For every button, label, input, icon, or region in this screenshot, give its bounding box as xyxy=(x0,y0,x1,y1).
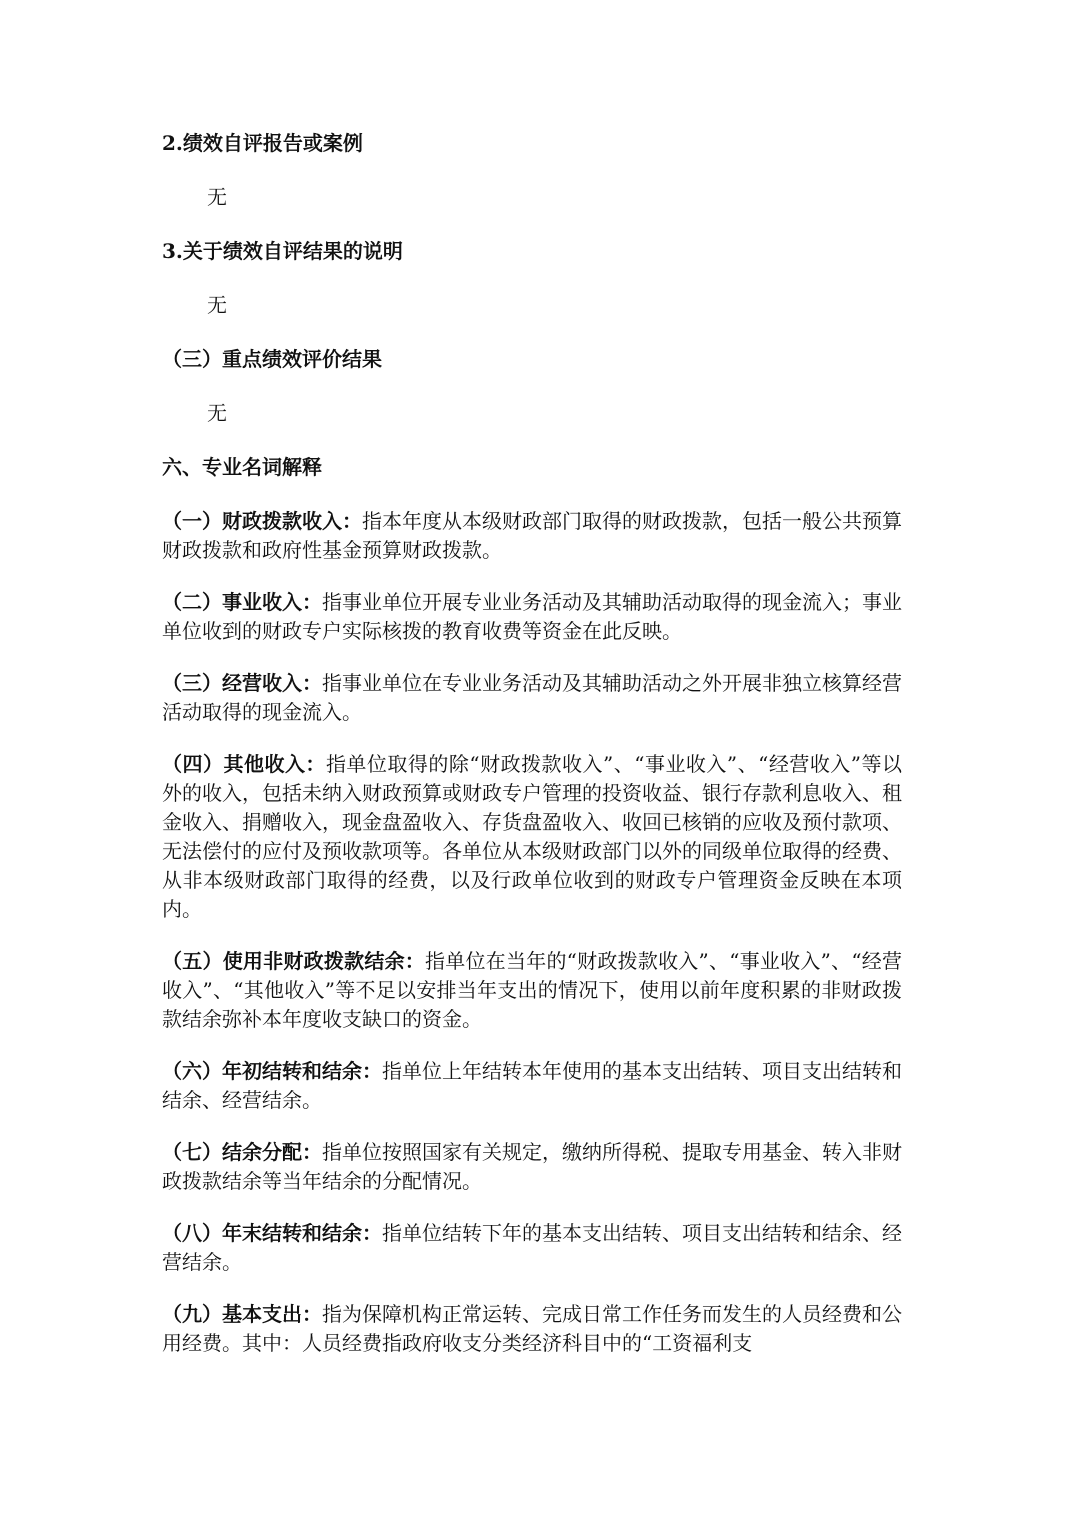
term-other-income xyxy=(162,750,902,924)
key-perf-heading: （三）重点绩效评价结果 xyxy=(162,347,382,371)
term-text: 指单位在当年的“财政拨款收入”、“事业收入”、“经营收入”、“其他收入”等不足以安排当年支出的情况下，使用以前年度积累的非财政拨款结余弥补本年度收支缺口的资金。 xyxy=(162,949,903,1031)
term-text: 指事业单位在专业业务活动及其辅助活动之外开展非独立核算经营活动取得的现金流入。 xyxy=(162,671,902,724)
term-label: （四）其他收入： xyxy=(162,752,326,776)
term-opening-carryover xyxy=(162,1057,902,1115)
term-text: 指事业单位开展专业业务活动及其辅助活动取得的现金流入；事业单位收到的财政专户实际核拨的教育收费等资金在此反映。 xyxy=(162,590,902,643)
term-text: 指单位取得的除“财政拨款收入”、“事业收入”、“经营收入”等以外的收入，包括未纳入财政预算或财政专户管理的投资收益、银行存款利息收入、租金收入、捐赠收入，现金盘盈收入、存货盘盈收入、收回已核销的应收及预付款项、无法偿付的应付及预收款项等。各单位从本级财政部门以外的同级单位取得的经费、从非本级财政部门取得的经费，以及行政单位收到的财政专户管理资金反映在本项内。 xyxy=(162,752,903,921)
term-label: （二）事业收入： xyxy=(162,590,322,614)
perf-report-heading: 2.绩效自评报告或案例 xyxy=(162,131,363,155)
term-label: （三）经营收入： xyxy=(162,671,322,695)
term-text: 指本年度从本级财政部门取得的财政拨款，包括一般公共预算财政拨款和政府性基金预算财政拨款。 xyxy=(162,509,902,562)
term-text: 指单位结转下年的基本支出结转、项目支出结转和结余、经营结余。 xyxy=(162,1221,902,1274)
term-text: 指为保障机构正常运转、完成日常工作任务而发生的人员经费和公用经费。其中：人员经费指政府收支分类经济科目中的“工资福利支 xyxy=(162,1302,902,1355)
term-label: （一）财政拨款收入： xyxy=(162,509,362,533)
term-closing-carryover xyxy=(162,1219,902,1277)
term-label: （八）年末结转和结余： xyxy=(162,1221,382,1245)
key-perf-value: 无 xyxy=(207,401,227,425)
perf-result-value: 无 xyxy=(207,293,227,317)
perf-report-value: 无 xyxy=(207,185,227,209)
term-label: （六）年初结转和结余： xyxy=(162,1059,382,1083)
term-balance-distribution xyxy=(162,1138,902,1196)
term-label: （五）使用非财政拨款结余： xyxy=(162,949,426,973)
term-fiscal-appropriation-income xyxy=(162,507,902,565)
term-text: 指单位按照国家有关规定，缴纳所得税、提取专用基金、转入非财政拨款结余等当年结余的分配情况。 xyxy=(162,1140,902,1193)
term-business-income xyxy=(162,588,902,646)
term-label: （九）基本支出： xyxy=(162,1302,322,1326)
glossary-heading: 六、专业名词解释 xyxy=(162,455,322,479)
term-basic-expenditure xyxy=(162,1300,902,1358)
term-text: 指单位上年结转本年使用的基本支出结转、项目支出结转和结余、经营结余。 xyxy=(162,1059,902,1112)
term-operating-income xyxy=(162,669,902,727)
term-non-fiscal-balance-use xyxy=(162,947,902,1034)
perf-result-heading: 3.关于绩效自评结果的说明 xyxy=(162,239,403,263)
document-body xyxy=(162,128,902,1358)
term-label: （七）结余分配： xyxy=(162,1140,322,1164)
